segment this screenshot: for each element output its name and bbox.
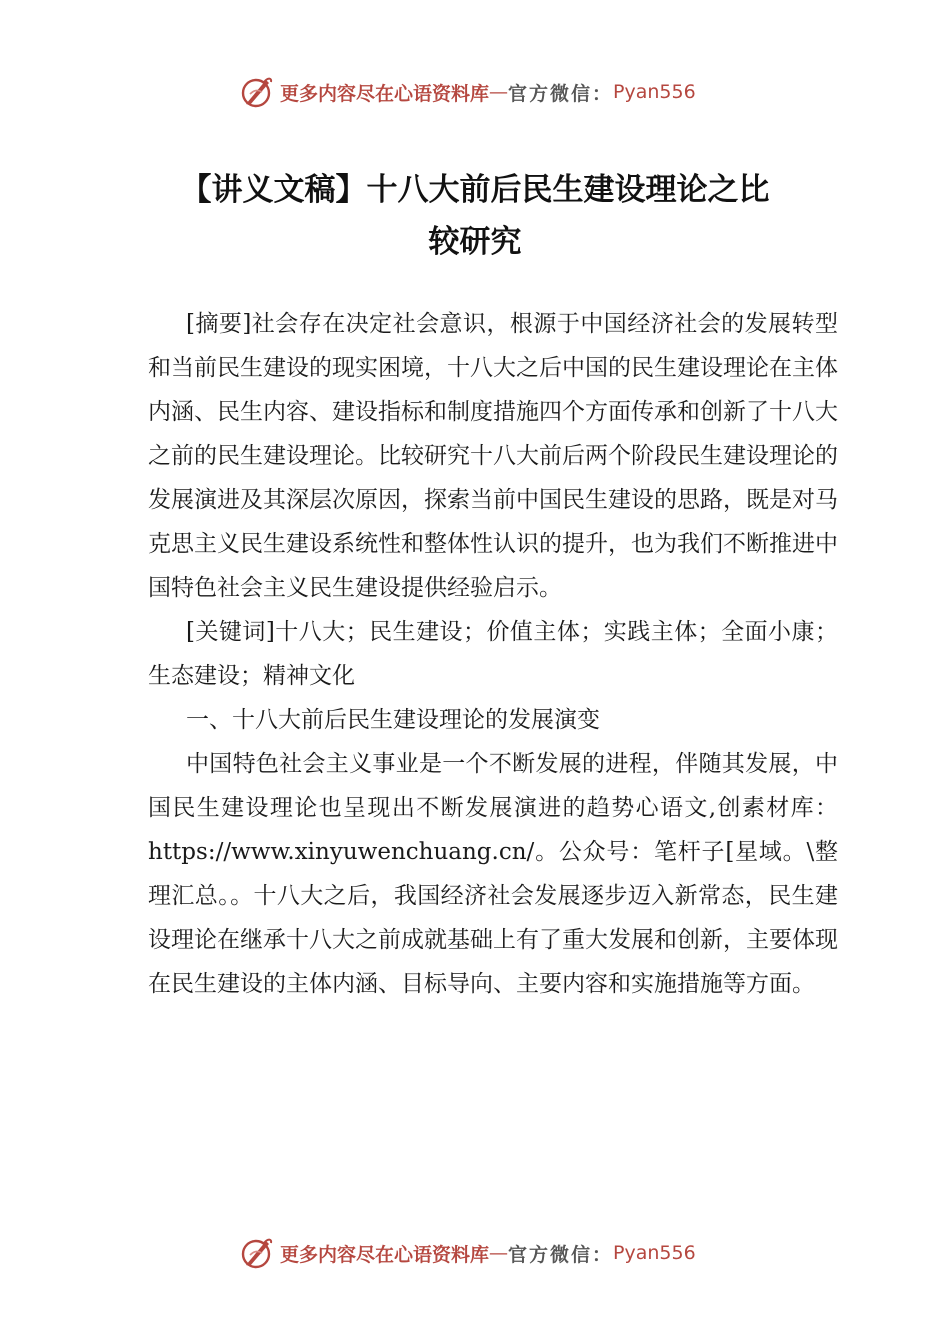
abstract-paragraph: [摘要]社会存在决定社会意识，根源于中国经济社会的发展转型和当前民生建设的现实困境，十八大之后中国的民生建设理论在主体内涵、民生内容、建设指标和制度措施四个方面传承和创新了十八大之前的民生建设理论。比较研究十八大前后两个阶段民生建设理论的发展演进及其深层次原因，探索当前中国民生建设的思路，既是对马克思主义民生建设系统性和整体性认识的提升，也为我们不断推进中国特色社会主义民生建设提供经验启示。 xyxy=(148,311,838,601)
banner-dash: — xyxy=(489,81,509,103)
title-line-1: 【讲义文稿】十八大前后民生建设理论之比 xyxy=(180,172,770,208)
banner-text: 更多内容尽在心语资料库 xyxy=(280,82,490,105)
header-banner xyxy=(238,72,738,112)
document-title xyxy=(120,164,830,268)
banner-wechat-label: 官方微信： xyxy=(508,1243,614,1266)
banner-wechat-label: 官方微信： xyxy=(508,82,614,105)
banner-wechat-id: Pyan556 xyxy=(613,1242,696,1264)
section-heading: 一、十八大前后民生建设理论的发展演变 xyxy=(186,707,600,733)
banner-text: 更多内容尽在心语资料库 xyxy=(280,1243,490,1266)
title-line-2: 较研究 xyxy=(428,224,522,260)
banner-dash: — xyxy=(489,1242,509,1264)
quill-logo-icon xyxy=(238,1235,274,1271)
quill-logo-icon xyxy=(238,74,274,110)
body-paragraph: 中国特色社会主义事业是一个不断发展的进程，伴随其发展，中国民生建设理论也呈现出不断发展演进的趋势心语文,创素材库：https://www.xinyuwenchuang.cn/。公众号：笔杆子[星域。\整理汇总。。十八大之后，我国经济社会发展逐步迈入新常态，民生建设理论在继承十八大之前成就基础上有了重大发展和创新，主要体现在民生建设的主体内涵、目标导向、主要内容和实施措施等方面。 xyxy=(148,751,838,997)
banner-wechat-id: Pyan556 xyxy=(613,81,696,103)
footer-banner xyxy=(238,1233,738,1273)
document-body xyxy=(148,302,838,1006)
keywords-paragraph: [关键词]十八大；民生建设；价值主体；实践主体；全面小康；生态建设；精神文化 xyxy=(148,619,838,689)
